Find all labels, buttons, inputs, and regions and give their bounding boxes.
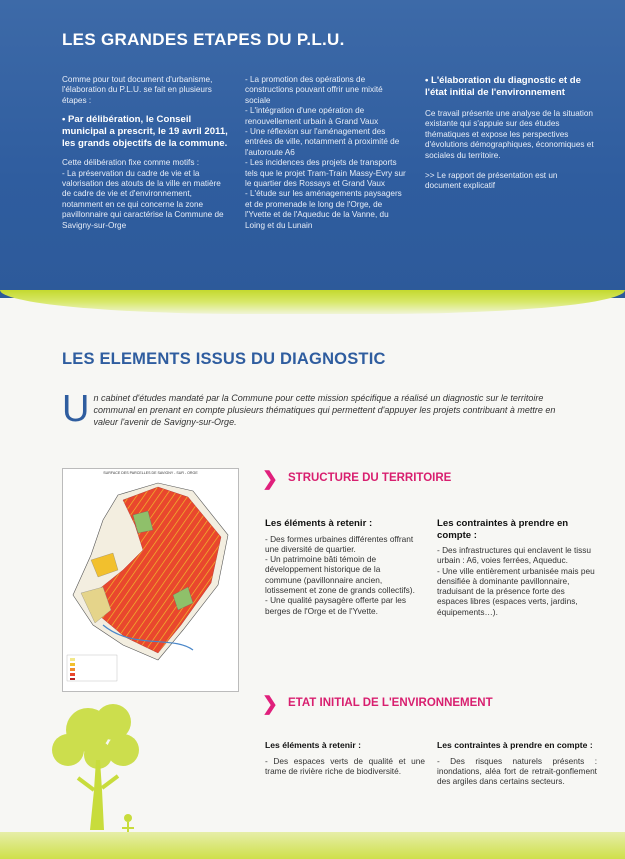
structure-retenir	[265, 518, 415, 616]
col1-highlight: • Par délibération, le Conseil municipal a prescrit, le 19 avril 2011, les grands objectifs de la commune.	[62, 114, 228, 150]
environnement-contraintes-text: - Des risques naturels présents : inondations, aléa fort de retrait-gonflement des argiles dans certains secteurs.	[437, 755, 597, 787]
col3-highlight: • L'élaboration du diagnostic et de l'état initial de l'environnement	[425, 75, 581, 98]
col2-item2: - L'intégration d'une opération de renouvellement urbain à Grand Vaux	[245, 106, 379, 126]
chevron-right-icon: ❯	[262, 469, 278, 490]
structure-contraintes-title: Les contraintes à prendre en compte :	[437, 518, 569, 541]
col1-motif1: - La préservation du cadre de vie et la valorisation des atouts de la ville en matière de cadre de vie et d'environnement, notamment en ce qui concerne la zone pavillonnaire qui caractérise la Commune de Savigny-sur-Orge	[62, 168, 224, 230]
chevron-right-icon: ❯	[262, 694, 278, 715]
drop-cap: U	[62, 388, 90, 430]
structure-contraintes	[437, 518, 595, 617]
col2-item3: - Une réflexion sur l'aménagement des entrées de ville, notamment à proximité de l'autoroute A6	[245, 127, 400, 157]
col2-item4: - Les incidences des projets de transports tels que le projet Tram-Train Massy-Evry sur le quartier des Rossays et Grand Vaux	[245, 158, 406, 189]
col1-motifs-intro: Cette délibération fixe comme motifs :	[62, 158, 199, 168]
environnement-contraintes	[437, 740, 597, 786]
top-banner	[0, 0, 625, 298]
diagnostic-intro	[62, 388, 567, 430]
environnement-title: ETAT INITIAL DE L'ENVIRONNEMENT	[288, 697, 493, 709]
structure-title: STRUCTURE DU TERRITOIRE	[288, 472, 452, 484]
map-illustration	[63, 475, 236, 687]
bottom-green-band	[0, 832, 625, 859]
col2-item5: - L'étude sur les aménagements paysagers et de promenade le long de l'Orge, de l'Yvette et de l'Aqueduc de la Vanne, du Loing et du Lunain	[245, 189, 402, 230]
environnement-retenir	[265, 740, 425, 776]
environnement-retenir-title: Les éléments à retenir :	[265, 740, 362, 750]
diagnostic-title: LES ELEMENTS ISSUS DU DIAGNOSTIC	[62, 350, 386, 368]
map-caption: SURFACE DES PARCELLES DE SAVIGNY - SUR - ORGE	[103, 471, 198, 475]
territory-map	[62, 468, 239, 692]
col2-item1: - La promotion des opérations de constructions pouvant offrir une mixité sociale	[245, 75, 383, 105]
structure-retenir-title: Les éléments à retenir :	[265, 518, 373, 529]
environnement-contraintes-title: Les contraintes à prendre en compte :	[437, 740, 593, 750]
column-2	[245, 75, 410, 231]
diagnostic-intro-text: n cabinet d'études mandaté par la Commune pour cette mission spécifique a réalisé un diagnostic sur le territoire communal en prenant en compte plusieurs thématiques qui permettent d'appuyer les projets contribuant à mettre en valeur l'avenir de Savigny-sur-Orge.	[93, 393, 556, 427]
column-3	[425, 75, 595, 198]
tree-illustration-icon	[28, 700, 203, 850]
page-title: LES GRANDES ETAPES DU P.L.U.	[62, 30, 345, 49]
structure-contraintes-text: - Des infrastructures qui enclavent le tissu urbain : A6, voies ferrées, Aqueduc. - Une ville entièrement urbanisée mais peu densifiée à dominante pavillonnaire, traduisant de la présence forte des espaces libres (espaces verts, jardins, équipements…).	[437, 545, 595, 617]
col3-text: Ce travail présente une analyse de la situation existante qui s'appuie sur des études thématiques et expose les perspectives d'évolutions démographiques, économiques et sociales du territoire.	[425, 109, 594, 160]
col3-note: >> Le rapport de présentation est un document explicatif	[425, 171, 558, 191]
column-1	[62, 75, 232, 237]
structure-retenir-text: - Des formes urbaines différentes offrant une diversité de quartier. - Un patrimoine bâti témoin de développement historique de la commune (pavillonnaire ancien, lotissement et zone de grands collectifs). - Une qualité paysagère offerte par les berges de l'Orge et de l'Yvette.	[265, 533, 415, 616]
environnement-retenir-text: - Des espaces verts de qualité et une trame de rivière riche de biodiversité.	[265, 755, 425, 776]
col1-intro: Comme pour tout document d'urbanisme, l'élaboration du P.L.U. se fait en plusieurs étapes :	[62, 75, 213, 105]
green-wave-divider	[0, 290, 625, 314]
